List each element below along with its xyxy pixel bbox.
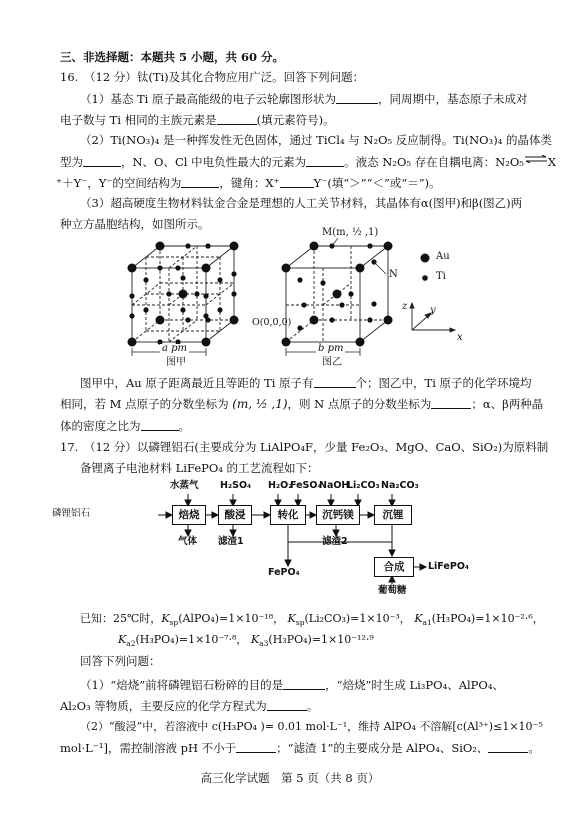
- q16-p2-text: ，N、O、Cl 中电负性最大的元素为: [121, 155, 307, 169]
- constant-text: (Li₂CO₃)=1×10⁻³，: [304, 612, 411, 625]
- answer-blank: [217, 114, 257, 125]
- au-marker-icon: [421, 254, 430, 263]
- q16-p2-text: X: [547, 155, 557, 169]
- constant-subscript: a2: [126, 639, 136, 649]
- q16-p1-text: （1）基态 Ti 原子最高能级的电子云轮廓图形状为: [80, 92, 336, 106]
- constant-symbol: K: [118, 633, 127, 646]
- page-footer: 高三化学试题 第 5 页（共 8 页）: [200, 771, 380, 785]
- q17-s1-text: ，“焙烧”时生成 Li₃PO₄、AlPO₄、: [325, 678, 504, 692]
- flow-reagent-feso4: FeSO₄: [290, 480, 322, 491]
- q16-p1-line1: [80, 93, 527, 106]
- flow-reagent-h2so4: H₂SO₄: [220, 480, 252, 491]
- q17-s2-text: mol·L⁻¹]，需控制溶液 pH 不小于: [60, 741, 237, 755]
- q16-p4-text: ，则 N 点原子的分数坐标为: [287, 397, 432, 411]
- axis-x-label: x: [457, 332, 463, 343]
- flow-step-roast: 焙烧: [172, 505, 206, 525]
- answer-blank: [181, 177, 219, 188]
- flow-step-synthesis: 合成: [374, 557, 414, 577]
- q16-p4-text: 图甲中，Au 原子距离最近且等距的 Ti 原子有: [80, 376, 314, 390]
- constant-subscript: a1: [422, 618, 432, 628]
- flow-output-gas: 气体: [178, 536, 198, 547]
- q16-p4-text: 相同，若 M 点原子的分数坐标为: [60, 397, 229, 411]
- figA-caption: 图甲: [166, 357, 186, 368]
- q16-p4-line1: [80, 377, 532, 390]
- figA-dimension-label: a pm: [162, 343, 188, 354]
- q16-p4-text: 体的密度之比为: [60, 419, 141, 433]
- q16-p2-text: ，键角：X⁺: [219, 176, 280, 190]
- q17-s1-line2: [60, 700, 318, 713]
- q16-p3-line2: 种立方晶胞结构，如图所示。: [60, 217, 210, 231]
- q17-lead-line1: 17. （12 分）以磷锂铝石(主要成分为 LiAlPO₄F，少量 Fe₂O₃、MgO、CaO、SiO₂)为原料制: [60, 440, 549, 454]
- constant-text: (H₃PO₄)=1×10⁻²·⁶，: [431, 612, 544, 625]
- flow-output-lifepo4: LiFePO₄: [428, 561, 470, 572]
- answer-blank: [314, 377, 356, 388]
- constant-subscript: a3: [259, 639, 269, 649]
- flow-reagent-h2o2: H₂O₂: [268, 480, 293, 491]
- answer-blank: [141, 420, 179, 431]
- q17-s1-text: 。: [306, 699, 319, 713]
- q16-p1-text: (填元素符号)。: [256, 113, 335, 127]
- ti-marker-icon: [422, 275, 428, 281]
- answer-blank: [488, 742, 528, 753]
- answer-blank: [336, 93, 378, 104]
- answer-blank: [283, 679, 325, 690]
- q17-s2-text: 。: [528, 741, 540, 755]
- constant-text: (AlPO₄)=1×10⁻¹⁸，: [178, 612, 285, 625]
- q16-p2-text: 。液态 N₂O₅ 存在自耦电离：N₂O₅: [344, 155, 524, 169]
- constant-text: (H₃PO₄)=1×10⁻¹²·⁹: [268, 633, 374, 646]
- q16-p3-line1: （3）超高硬度生物材料钛金合金是理想的人工关节材料，其晶体有α(图甲)和β(图乙)两: [80, 196, 523, 210]
- q16-p2-line2: [60, 156, 556, 169]
- figB-origin-label: O(0,0,0): [252, 317, 292, 328]
- flow-output-fepo4: FePO₄: [268, 567, 300, 578]
- q16-p4-text: ；α、β两种晶: [471, 397, 544, 411]
- q17-s2-text: ；“滤渣 1”的主要成分是 AlPO₄、SiO₂、: [276, 741, 489, 755]
- flow-start-label: 磷锂铝石: [52, 508, 91, 519]
- q16-p4-text: 个；图乙中，Ti 原子的化学环境均: [355, 376, 532, 390]
- constant-subscript: sp: [169, 618, 179, 628]
- constant-text: 已知：25℃时，: [80, 612, 162, 625]
- constant-subscript: sp: [295, 618, 305, 628]
- flow-output-residue1: 滤渣1: [218, 536, 244, 547]
- q16-p4-text: 。: [178, 419, 190, 433]
- q16-p2-text: Y⁻(填“＞”“＜”或“＝”)。: [313, 176, 441, 190]
- section-heading: 三、非选择题：本题共 5 小题，共 60 分。: [60, 50, 285, 64]
- constant-symbol: K: [414, 612, 423, 625]
- answer-blank: [83, 156, 121, 167]
- flow-reagent-steam: 水蒸气: [170, 480, 199, 491]
- q16-p2-line1: （2）Ti(NO₃)₄ 是一种挥发性无色固体，通过 TiCl₄ 与 N₂O₅ 反应制得。Ti(NO₃)₄ 的晶体类: [80, 133, 552, 147]
- flow-step-convert: 转化: [270, 505, 306, 525]
- flow-output-residue2: 滤渣2: [322, 536, 348, 547]
- answer-blank: [280, 177, 314, 188]
- answer-blank: [306, 156, 344, 167]
- flow-reagent-li2co3: Li₂CO₃: [347, 480, 380, 491]
- q17-s1-line1: [80, 679, 504, 692]
- q16-p1-text: ，同周期中，基态原子未成对: [377, 92, 528, 106]
- flow-reagent-glucose: 葡萄糖: [378, 585, 407, 596]
- answer-blank: [267, 700, 307, 711]
- q17-s2-line2: [60, 742, 540, 755]
- figB-dimension-label: b pm: [318, 343, 344, 354]
- constant-symbol: K: [161, 612, 170, 625]
- constant-text: (H₃PO₄)=1×10⁻⁷·⁸，: [135, 633, 248, 646]
- figB-point-N-label: N: [389, 269, 398, 280]
- flow-reagent-naoh: NaOH: [319, 480, 350, 491]
- constant-symbol: K: [287, 612, 296, 625]
- q16-p4-line2: [60, 398, 543, 411]
- q16-p2-text: 型为: [60, 155, 83, 169]
- q17-constants-line1: [80, 612, 544, 628]
- axis-y-label: y: [430, 305, 436, 316]
- q17-lead-line2: 备锂离子电池材料 LiFePO₄ 的工艺流程如下：: [80, 461, 319, 475]
- figB-point-M-label: M(m, ½ ,1): [322, 227, 379, 238]
- q16-p1-text: 电子数与 Ti 相同的主族元素是: [60, 113, 217, 127]
- legend-au-label: Au: [436, 251, 450, 262]
- q16-p2-line3: [56, 177, 441, 190]
- answer-blank: [431, 398, 471, 409]
- q16-p2-text: ⁺＋Y⁻，Y⁻的空间结构为: [56, 176, 182, 190]
- q17-s1-text: （1）“焙烧”前将磷锂铝石粉碎的目的是: [80, 678, 284, 692]
- axis-z-label: z: [402, 301, 408, 312]
- flow-step-precipitate-li: 沉锂: [374, 505, 412, 525]
- legend-markers: [418, 252, 432, 286]
- coordinate-M: (m, ½ ,1): [232, 397, 288, 411]
- q17-ask: 回答下列问题：: [80, 654, 161, 668]
- q17-s2-line1: （2）“酸浸”中，若溶液中 c(H₃PO₄ )= 0.01 mol·L⁻¹，维持 AlPO₄ 不溶解[c(Al³⁺)≤1×10⁻⁵: [80, 720, 543, 733]
- flow-reagent-na2co3: Na₂CO₃: [381, 480, 419, 491]
- equilibrium-arrow-icon: [524, 154, 548, 166]
- figB-caption: 图乙: [322, 357, 342, 368]
- q16-p1-line2: [60, 114, 335, 127]
- q17-s1-text: Al₂O₃ 等物质，主要反应的化学方程式为: [60, 699, 267, 713]
- q16-p4-line3: [60, 420, 190, 433]
- q17-constants-line2: [118, 633, 374, 649]
- legend-ti-label: Ti: [436, 271, 446, 282]
- answer-blank: [236, 742, 276, 753]
- q16-lead: 16. （12 分）钛(Ti)及其化合物应用广泛。回答下列问题：: [60, 70, 365, 84]
- constant-symbol: K: [250, 633, 260, 646]
- flow-step-precipitate-ca-mg: 沉钙镁: [316, 505, 360, 525]
- flow-step-acid-leach: 酸浸: [218, 505, 252, 525]
